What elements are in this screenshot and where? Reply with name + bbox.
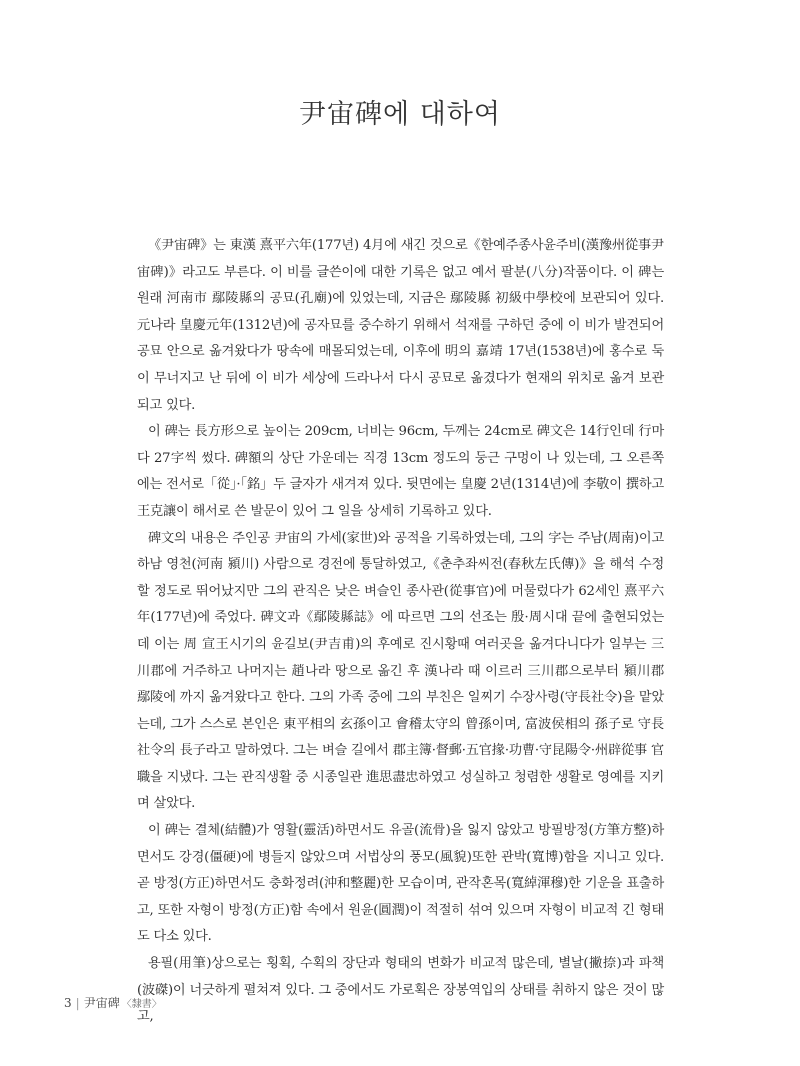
page-title: 尹宙碑에 대하여: [299, 99, 501, 130]
footer-title: 尹宙碑: [83, 996, 120, 1010]
paragraph-content: 碑文의 내용은 주인공 尹宙의 가세(家世)와 공적을 기록하였는데, 그의 字는 주남(周南)이고 하남 영천(河南 潁川) 사람으로 경전에 통달하였고,《춘추좌씨전(春秋左氏傳)》을 해석 수정할 정도로 뛰어났지만 그의 관직은 낮은 벼슬인 종사관(從事官)에 머물렀다가 62세인 熹平六年(177년)에 죽었다. 碑文과《鄢陵縣誌》에 따르면 그의 선조는 殷·周시대 끝에 출현되었는데 이는 周 宣王시기의 윤길보(尹吉甫)의 후예로 진시황때 여러곳을 옮겨다니다가 일부는 三川郡에 거주하고 나머지는 趙나라 땅으로 옮긴 후 漢나라 때 이르러 三川郡으로부터 潁川郡 鄢陵에 까지 옮겨왔다고 한다. 그의 가족 중에 그의 부친은 일찌기 수장사령(守長社令)을 맡았는데, 그가 스스로 본인은 東平相의 玄孫이고 會稽太守의 曾孫이며, 富波侯相의 孫子로 守長社令의 長子라고 말하였다. 그는 벼슬 길에서 郡主簿·督郵·五官掾·功曹·守昆陽令·州辟從事 官職을 지냈다. 그는 관직생활 중 시종일관 進思盡忠하였고 성실하고 청렴한 생활로 영예를 지키며 살았다.: [137, 530, 664, 812]
paragraph-dimensions: 이 碑는 長方形으로 높이는 209cm, 너비는 96cm, 두께는 24cm로 碑文은 14行인데 行마다 27字씩 썼다. 碑額의 상단 가운데는 직경 13cm 정도의 둥근 구멍이 나 있는데, 그 오른쪽에는 전서로「從」·「銘」두 글자가 새겨져 있다. 뒷면에는 皇慶 2년(1314년)에 李敬이 撰하고 王克讓이 해서로 쓴 발문이 있어 그 일을 상세히 기록하고 있다.: [137, 424, 664, 519]
paragraph-structure: 이 碑는 결체(結體)가 영활(靈活)하면서도 유골(流骨)을 잃지 않았고 방필방정(方筆方整)하면서도 강경(僵硬)에 병들지 않았으며 서법상의 풍모(風貌)또한 관박(寬博)함을 지니고 있다. 곧 방정(方正)하면서도 충화정려(沖和整麗)한 모습이며, 관작혼목(寬綽渾穆)한 기운을 표출하고, 또한 자형이 방정(方正)함 속에서 원윤(圓潤)이 적절히 섞여 있으며 자형이 비교적 긴 형태도 다소 있다.: [137, 823, 664, 945]
paragraph-intro: 《尹宙碑》는 東漢 熹平六年(177년) 4月에 새긴 것으로《한예주종사윤주비(漢豫州從事尹宙碑)》라고도 부른다. 이 비를 글쓴이에 대한 기록은 없고 예서 팔분(八分)작품이다. 이 碑는 원래 河南市 鄢陵縣의 공묘(孔廟)에 있었는데, 지금은 鄢陵縣 初級中學校에 보관되어 있다. 元나라 皇慶元年(1312년)에 공자묘를 중수하기 위해서 석재를 구하던 중에 이 비가 발견되어 공묘 안으로 옮겨왔다가 땅속에 매몰되었는데, 이후에 明의 嘉靖 17년(1538년)에 홍수로 둑이 무너지고 난 뒤에 이 비가 세상에 드라나서 다시 공묘로 옮겼다가 현재의 위치로 옮겨 보관되고 있다.: [137, 238, 664, 413]
page-footer: [64, 994, 162, 1011]
paragraph-brushwork: 용필(用筆)상으로는 횡획, 수획의 장단과 형태의 변화가 비교적 많은데, 별날(撇捺)과 파책(波磔)이 너긋하게 펼쳐져 있다. 그 중에서도 가로획은 장봉역입의 상태를 취하지 않은 것이 많고,: [137, 956, 664, 1025]
page-number: 3: [64, 996, 72, 1010]
footer-separator: |: [75, 996, 80, 1010]
footer-subtitle: 〈隸書〉: [121, 999, 162, 1010]
body-text: [137, 233, 664, 1031]
